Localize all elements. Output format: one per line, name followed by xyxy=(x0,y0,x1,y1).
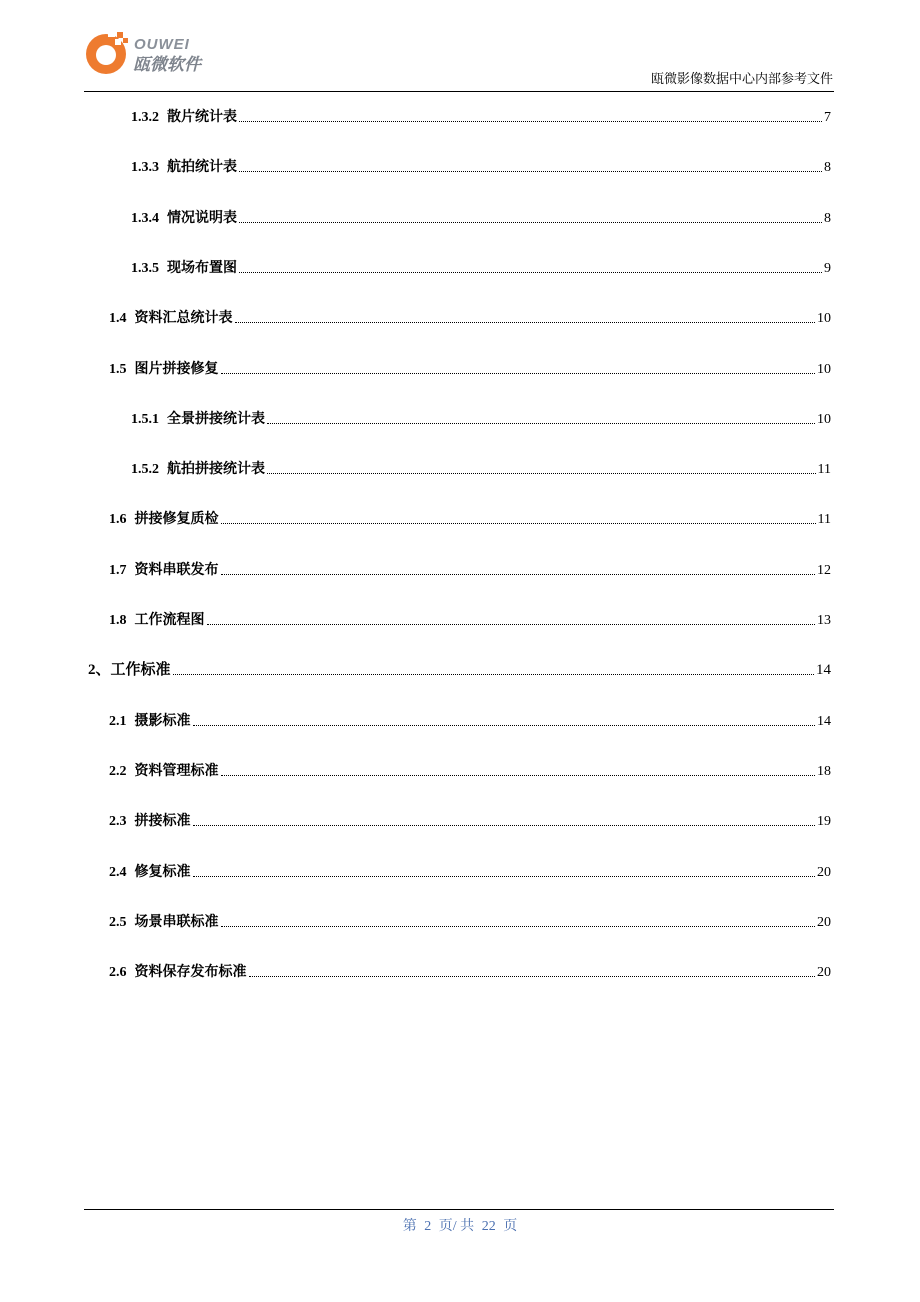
toc-entry-page: 14 xyxy=(816,662,831,678)
toc-entry-number: 2.5 xyxy=(109,915,127,930)
toc-entry-title: 资料管理标准 xyxy=(134,763,219,779)
toc-entry[interactable] xyxy=(88,659,831,679)
toc-entry[interactable] xyxy=(109,810,831,830)
toc-dot-leader xyxy=(267,422,815,424)
toc-entry-title: 工作流程图 xyxy=(134,612,205,628)
toc-entry-title: 航拍统计表 xyxy=(167,159,237,175)
toc-dot-leader xyxy=(221,372,816,374)
toc-entry-page: 11 xyxy=(817,512,831,527)
toc-entry-page: 19 xyxy=(817,814,831,829)
toc-entry-number: 1.6 xyxy=(109,512,127,527)
toc-entry-number: 2.4 xyxy=(109,865,127,880)
toc-entry-page: 20 xyxy=(817,915,831,930)
toc-entry[interactable] xyxy=(109,559,831,579)
toc-entry-title: 场景串联标准 xyxy=(134,914,219,930)
toc-entry-number: 1.7 xyxy=(109,563,127,578)
toc-entry-number: 1.3.2 xyxy=(131,110,159,125)
toc-entry[interactable] xyxy=(109,760,831,780)
toc-entry[interactable] xyxy=(131,106,831,126)
toc-dot-leader xyxy=(173,673,814,675)
toc-entry-page: 13 xyxy=(817,613,831,628)
logo-text-cn: 瓯微软件 xyxy=(133,55,201,75)
toc-entry[interactable] xyxy=(131,207,831,227)
toc-dot-leader xyxy=(221,774,816,776)
toc-dot-leader xyxy=(239,221,822,223)
toc-entry-number: 1.3.4 xyxy=(131,211,159,226)
toc-entry-title: 散片统计表 xyxy=(167,109,237,125)
toc-entry-page: 10 xyxy=(817,362,831,377)
logo-mark-icon xyxy=(84,28,132,76)
footer-divider xyxy=(84,1209,834,1210)
toc-entry-title: 现场布置图 xyxy=(167,260,237,276)
toc-entry-title: 拼接标准 xyxy=(134,813,191,829)
toc-dot-leader xyxy=(267,472,816,474)
toc-dot-leader xyxy=(239,120,822,122)
toc-entry[interactable] xyxy=(131,156,831,176)
toc-entry-page: 10 xyxy=(817,311,831,326)
toc-entry-page: 12 xyxy=(817,563,831,578)
toc-entry-title: 摄影标准 xyxy=(134,713,191,729)
toc-entry-page: 14 xyxy=(817,714,831,729)
toc-dot-leader xyxy=(221,522,816,524)
toc-entry[interactable] xyxy=(109,508,831,528)
footer-mid: 页/ 共 xyxy=(438,1219,475,1234)
toc-dot-leader xyxy=(235,321,816,323)
toc-entry[interactable] xyxy=(109,861,831,881)
company-logo xyxy=(84,28,224,78)
toc-entry[interactable] xyxy=(109,358,831,378)
toc-entry-number: 1.5.2 xyxy=(131,462,159,477)
toc-entry-title: 资料汇总统计表 xyxy=(134,310,233,326)
toc-entry-page: 18 xyxy=(817,764,831,779)
toc-dot-leader xyxy=(221,925,816,927)
toc-entry[interactable] xyxy=(109,307,831,327)
toc-entry-number: 2.2 xyxy=(109,764,127,779)
toc-entry[interactable] xyxy=(131,458,831,478)
toc-dot-leader xyxy=(239,271,822,273)
page-footer xyxy=(0,1215,920,1235)
toc-entry-page: 11 xyxy=(817,462,831,477)
header-title: 瓯微影像数据中心内部参考文件 xyxy=(650,72,833,87)
toc-dot-leader xyxy=(221,573,816,575)
toc-dot-leader xyxy=(239,170,822,172)
toc-dot-leader xyxy=(193,875,816,877)
toc-entry-number: 1.5.1 xyxy=(131,412,159,427)
toc-entry-title: 拼接修复质检 xyxy=(134,511,219,527)
toc-entry-title: 航拍拼接统计表 xyxy=(167,461,265,477)
footer-prefix: 第 xyxy=(402,1219,417,1234)
toc-entry-page: 8 xyxy=(824,160,831,175)
toc-dot-leader xyxy=(193,724,816,726)
toc-entry[interactable] xyxy=(109,609,831,629)
footer-current-page: 2 xyxy=(424,1219,432,1234)
toc-dot-leader xyxy=(249,975,816,977)
toc-entry[interactable] xyxy=(131,257,831,277)
footer-total-pages: 22 xyxy=(481,1219,496,1234)
toc-entry-page: 7 xyxy=(824,110,831,125)
toc-entry-number: 2、 xyxy=(88,662,111,678)
toc-entry[interactable] xyxy=(131,408,831,428)
toc-entry-title: 资料串联发布 xyxy=(134,562,219,578)
header-divider xyxy=(84,91,834,92)
toc-entry-number: 1.5 xyxy=(109,362,127,377)
toc-entry-number: 1.4 xyxy=(109,311,127,326)
toc-entry-page: 9 xyxy=(824,261,831,276)
toc-entry-number: 2.6 xyxy=(109,965,127,980)
toc-entry-page: 20 xyxy=(817,865,831,880)
logo-text-en: OUWEI xyxy=(134,36,190,53)
toc-entry-number: 1.3.5 xyxy=(131,261,159,276)
toc-entry-title: 情况说明表 xyxy=(167,210,237,226)
toc-entry-title: 全景拼接统计表 xyxy=(167,411,265,427)
toc-entry[interactable] xyxy=(109,911,831,931)
toc-entry-title: 修复标准 xyxy=(134,864,191,880)
toc-entry-number: 2.3 xyxy=(109,814,127,829)
toc-entry-title: 资料保存发布标准 xyxy=(134,964,247,980)
toc-entry-page: 10 xyxy=(817,412,831,427)
toc-entry-page: 8 xyxy=(824,211,831,226)
toc-entry-page: 20 xyxy=(817,965,831,980)
toc-entry[interactable] xyxy=(109,961,831,981)
toc-dot-leader xyxy=(193,824,816,826)
toc-entry-number: 1.8 xyxy=(109,613,127,628)
toc-entry[interactable] xyxy=(109,710,831,730)
toc-entry-title: 图片拼接修复 xyxy=(134,361,219,377)
footer-suffix: 页 xyxy=(503,1219,518,1234)
toc-dot-leader xyxy=(207,623,816,625)
toc-entry-number: 1.3.3 xyxy=(131,160,159,175)
toc-entry-number: 2.1 xyxy=(109,714,127,729)
toc-entry-title: 工作标准 xyxy=(110,660,171,678)
